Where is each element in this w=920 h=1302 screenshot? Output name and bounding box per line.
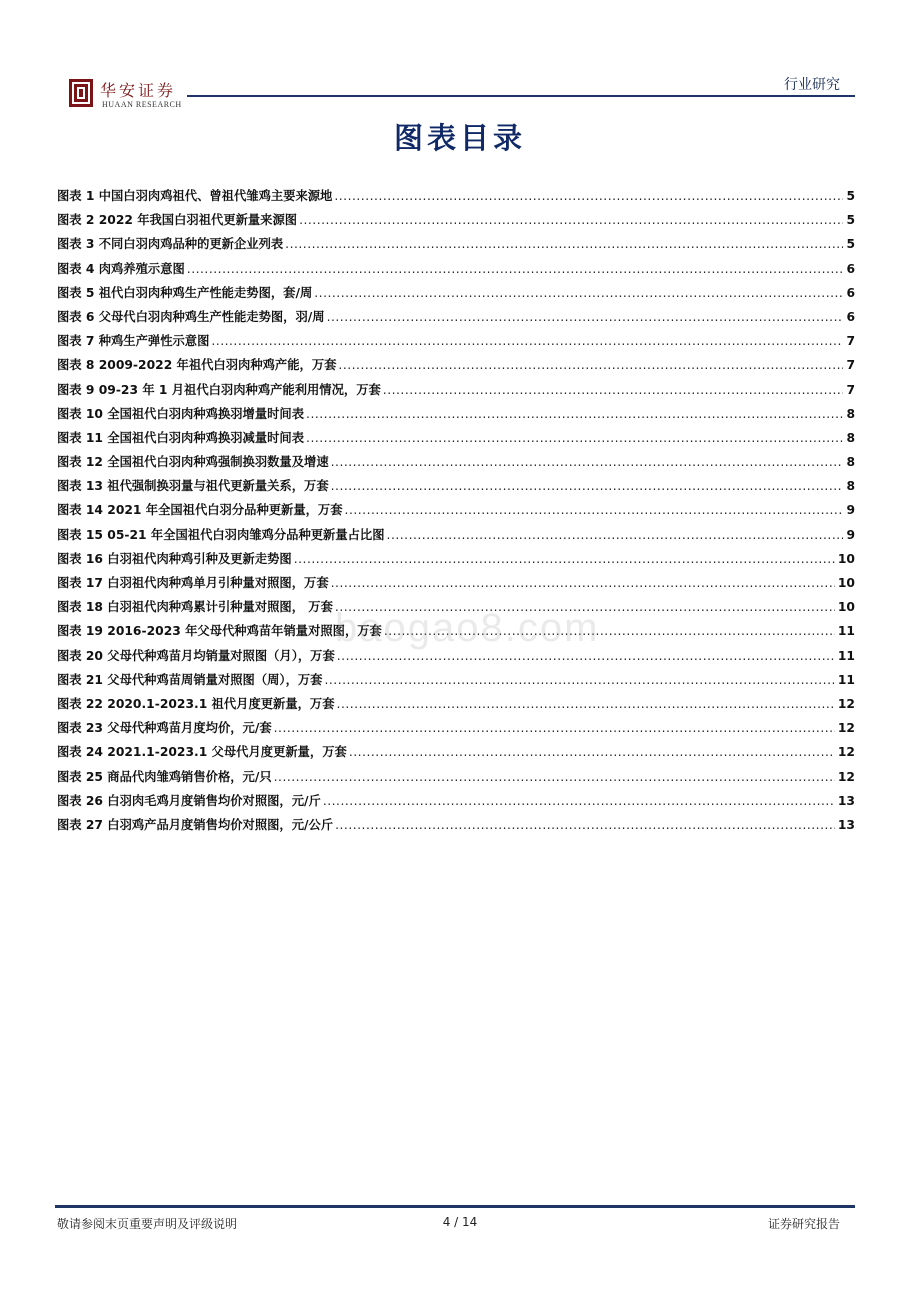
toc-page-number[interactable]: 7 [846, 334, 855, 349]
watermark: baogao8.com [335, 606, 600, 650]
footer-divider [55, 1205, 855, 1208]
figure-table-of-contents [57, 186, 855, 839]
toc-page-number[interactable]: 5 [846, 189, 855, 203]
toc-dot-leader [285, 237, 843, 251]
toc-entry-title[interactable]: 图表 6 父母代白羽肉种鸡生产性能走势图，羽/周 [57, 309, 325, 324]
toc-page-number[interactable]: 12 [837, 745, 855, 760]
toc-dot-leader [294, 552, 835, 566]
toc-entry[interactable] [57, 525, 855, 549]
toc-entry-title[interactable]: 图表 25 商品代肉雏鸡销售价格，元/只 [57, 769, 272, 784]
toc-page-number[interactable]: 7 [846, 358, 855, 373]
toc-dot-leader [306, 431, 843, 445]
toc-page-number[interactable]: 5 [846, 237, 855, 252]
toc-page-number[interactable]: 11 [837, 672, 855, 687]
toc-page-number[interactable]: 6 [846, 285, 855, 300]
toc-entry-title[interactable]: 图表 21 父母代种鸡苗周销量对照图（周），万套 [57, 672, 323, 687]
toc-entry[interactable] [57, 186, 855, 210]
toc-entry[interactable] [57, 331, 855, 355]
toc-entry-title[interactable]: 图表 23 父母代种鸡苗月度均价，元/套 [57, 721, 272, 736]
toc-dot-leader [387, 528, 844, 542]
toc-page-number[interactable]: 10 [837, 551, 855, 566]
toc-entry[interactable] [57, 307, 855, 331]
toc-entry-title[interactable]: 图表 5 祖代白羽肉种鸡生产性能走势图，套/周 [57, 285, 313, 300]
toc-entry[interactable] [57, 452, 855, 476]
toc-entry-title[interactable]: 图表 10 全国祖代白羽肉种鸡换羽增量时间表 [57, 406, 305, 421]
toc-page-number[interactable]: 10 [837, 576, 855, 590]
toc-page-number[interactable]: 6 [846, 309, 855, 324]
toc-entry[interactable] [57, 259, 855, 283]
toc-page-number[interactable]: 9 [846, 527, 855, 542]
header-divider [187, 95, 855, 97]
toc-entry-title[interactable]: 图表 16 白羽祖代肉种鸡引种及更新走势图 [57, 551, 292, 566]
toc-page-number[interactable]: 8 [846, 455, 855, 470]
toc-page-number[interactable]: 5 [846, 213, 855, 228]
toc-entry[interactable] [57, 500, 855, 524]
toc-entry[interactable] [57, 791, 855, 815]
toc-entry[interactable] [57, 573, 855, 597]
toc-dot-leader [334, 189, 843, 203]
toc-page-number[interactable]: 7 [846, 382, 855, 397]
toc-dot-leader [335, 818, 835, 832]
footer-disclaimer: 敬请参阅末页重要声明及评级说明 [57, 1217, 238, 1231]
toc-entry-title[interactable]: 图表 18 白羽祖代肉种鸡累计引种量对照图， 万套 [57, 600, 333, 615]
toc-page-number[interactable]: 8 [846, 479, 855, 494]
toc-entry[interactable] [57, 694, 855, 718]
toc-dot-leader [299, 213, 843, 227]
toc-entry[interactable] [57, 404, 855, 428]
toc-entry-title[interactable]: 图表 8 2009-2022 年祖代白羽肉种鸡产能，万套 [57, 358, 337, 373]
toc-page-number[interactable]: 10 [837, 600, 855, 615]
toc-entry-title[interactable]: 图表 2 2022 年我国白羽祖代更新量来源图 [57, 213, 298, 228]
toc-entry-title[interactable]: 图表 14 2021 年全国祖代白羽分品种更新量，万套 [57, 503, 343, 518]
toc-entry-title[interactable]: 图表 12 全国祖代白羽肉种鸡强制换羽数量及增速 [57, 455, 329, 470]
toc-page-number[interactable]: 13 [837, 793, 855, 808]
toc-entry-title[interactable]: 图表 7 种鸡生产弹性示意图 [57, 334, 210, 349]
footer-page-number: 4 / 14 [442, 1215, 478, 1229]
toc-entry-title[interactable]: 图表 26 白羽肉毛鸡月度销售均价对照图，元/斤 [57, 793, 321, 808]
huaan-logo [68, 78, 198, 114]
toc-entry-title[interactable]: 图表 4 肉鸡养殖示意图 [57, 261, 185, 276]
toc-page-number[interactable]: 12 [837, 721, 855, 736]
report-category: 行业研究 [784, 77, 840, 93]
toc-entry[interactable] [57, 742, 855, 766]
toc-dot-leader [331, 479, 844, 493]
toc-entry[interactable] [57, 549, 855, 573]
huaan-seal-icon [68, 78, 94, 108]
toc-page-number[interactable]: 8 [846, 430, 855, 445]
toc-dot-leader [338, 358, 843, 372]
toc-page-number[interactable]: 9 [846, 503, 855, 518]
toc-dot-leader [211, 334, 843, 348]
toc-dot-leader [331, 576, 835, 590]
toc-dot-leader [323, 794, 835, 808]
logo-text: 华安证券 [100, 81, 177, 100]
toc-entry-title[interactable]: 图表 17 白羽祖代肉种鸡单月引种量对照图，万套 [57, 576, 329, 590]
toc-page-number[interactable]: 8 [846, 406, 855, 421]
footer-report-type: 证券研究报告 [767, 1217, 840, 1231]
toc-entry[interactable] [57, 234, 855, 258]
toc-dot-leader [331, 455, 844, 469]
toc-entry-title[interactable]: 图表 3 不同白羽肉鸡品种的更新企业列表 [57, 237, 284, 252]
toc-dot-leader [274, 721, 835, 735]
toc-dot-leader [327, 310, 844, 324]
toc-dot-leader [324, 673, 834, 687]
toc-dot-leader [337, 697, 835, 711]
toc-dot-leader [345, 503, 844, 517]
toc-entry-title[interactable]: 图表 22 2020.1-2023.1 祖代月度更新量，万套 [57, 696, 335, 711]
toc-entry[interactable] [57, 670, 855, 694]
toc-page-number[interactable]: 13 [837, 817, 855, 832]
toc-page-number[interactable]: 11 [837, 624, 855, 639]
toc-dot-leader [274, 770, 835, 784]
toc-entry[interactable] [57, 815, 855, 839]
toc-entry-title[interactable]: 图表 11 全国祖代白羽肉种鸡换羽减量时间表 [57, 430, 305, 445]
toc-entry[interactable] [57, 767, 855, 791]
toc-dot-leader [306, 407, 843, 421]
page-title: 图表目录 [393, 121, 526, 155]
toc-dot-leader [187, 262, 844, 276]
toc-page-number[interactable]: 12 [837, 696, 855, 711]
toc-page-number[interactable]: 6 [846, 261, 855, 276]
toc-entry-title[interactable]: 图表 20 父母代种鸡苗月均销量对照图（月），万套 [57, 648, 335, 663]
toc-dot-leader [383, 383, 844, 397]
toc-entry-title[interactable]: 图表 1 中国白羽肉鸡祖代、曾祖代雏鸡主要来源地 [57, 189, 333, 203]
toc-dot-leader [314, 286, 843, 300]
toc-entry-title[interactable]: 图表 15 05-21 年全国祖代白羽肉雏鸡分品种更新量占比图 [57, 527, 385, 542]
toc-dot-leader [349, 745, 835, 759]
toc-entry[interactable] [57, 718, 855, 742]
logo-subtext: HUAAN RESEARCH [102, 100, 182, 109]
toc-entry-title[interactable]: 图表 24 2021.1-2023.1 父母代月度更新量，万套 [57, 745, 347, 760]
page-header [0, 0, 920, 110]
toc-entry[interactable] [57, 476, 855, 500]
toc-entry-title[interactable]: 图表 9 09-23 年 1 月祖代白羽肉种鸡产能利用情况，万套 [57, 382, 381, 397]
toc-page-number[interactable]: 11 [837, 648, 855, 663]
toc-entry-title[interactable]: 图表 13 祖代强制换羽量与祖代更新量关系，万套 [57, 479, 329, 494]
toc-entry[interactable] [57, 283, 855, 307]
toc-entry[interactable] [57, 428, 855, 452]
toc-entry[interactable] [57, 210, 855, 234]
toc-entry[interactable] [57, 355, 855, 379]
toc-page-number[interactable]: 12 [837, 769, 855, 784]
toc-entry-title[interactable]: 图表 19 2016-2023 年父母代种鸡苗年销量对照图，万套 [57, 624, 382, 639]
toc-entry-title[interactable]: 图表 27 白羽鸡产品月度销售均价对照图，元/公斤 [57, 817, 334, 832]
toc-entry[interactable] [57, 380, 855, 404]
